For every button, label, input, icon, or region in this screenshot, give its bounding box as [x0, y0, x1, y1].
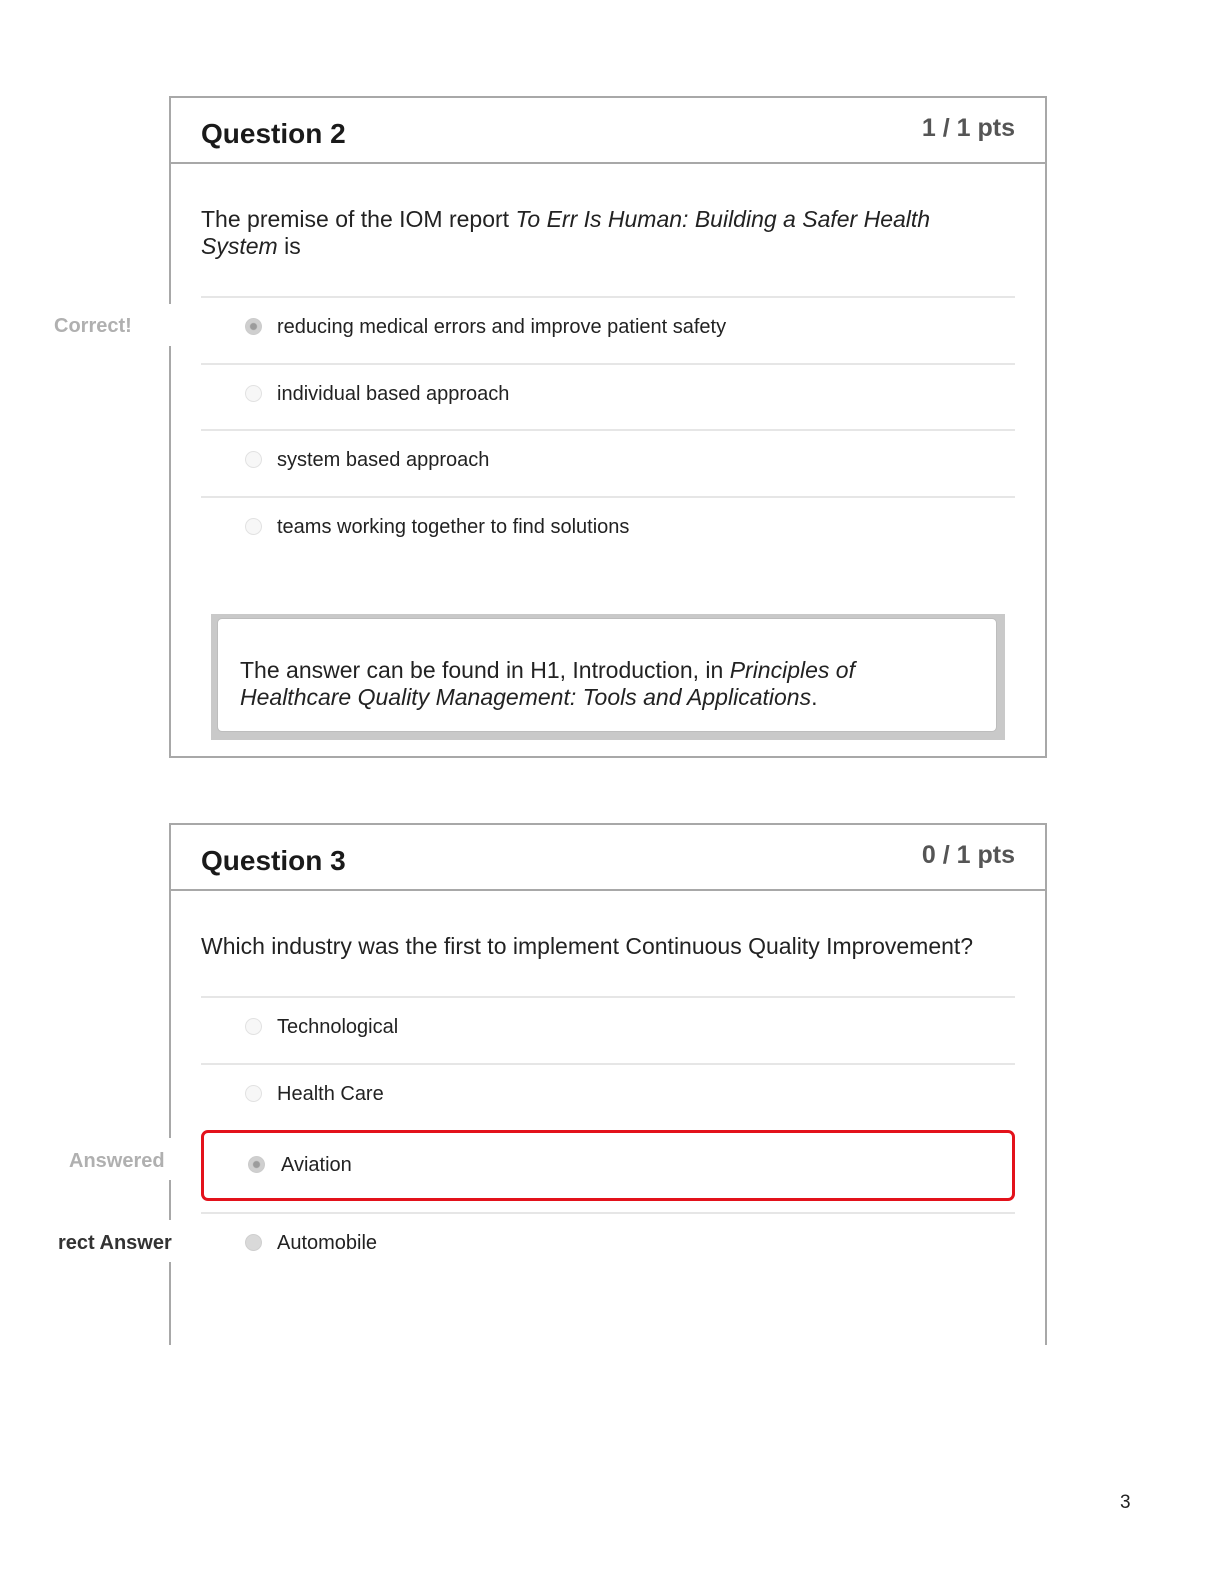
feedback-suffix: . — [811, 684, 818, 710]
question-text: Which industry was the first to implement Continuous Quality Improvement? — [201, 933, 974, 959]
answer-option[interactable] — [201, 496, 1015, 564]
radio-button[interactable] — [245, 1018, 262, 1035]
border-gap — [166, 304, 174, 346]
feedback-prefix: The answer can be found in H1, Introduction, in — [240, 657, 730, 683]
answer-label: system based approach — [277, 449, 490, 471]
answer-option[interactable] — [201, 363, 1015, 431]
question-text — [201, 206, 1001, 260]
question-text-suffix: is — [277, 233, 301, 259]
question-points: 0 / 1 pts — [921, 841, 1015, 869]
answer-label: reducing medical errors and improve patient safety — [277, 316, 727, 338]
selected-wrong-answer[interactable] — [201, 1130, 1015, 1201]
question-card — [169, 96, 1047, 758]
radio-button-correct[interactable] — [245, 1234, 262, 1251]
correct-label: Correct! — [54, 315, 132, 337]
answer-option[interactable] — [201, 296, 1015, 364]
answer-label: individual based approach — [277, 383, 510, 405]
border-gap — [166, 1138, 174, 1180]
answer-option[interactable] — [201, 429, 1015, 497]
feedback-box — [211, 614, 1005, 740]
feedback-content — [217, 618, 997, 732]
correct-answer-option[interactable] — [201, 1212, 1015, 1280]
correct-answer-label: rect Answer — [58, 1232, 172, 1254]
answer-option[interactable] — [201, 996, 1015, 1064]
question-header — [171, 825, 1045, 891]
answer-label: Automobile — [277, 1232, 378, 1254]
question-text-report-title: To Err Is Human: Building a Safer Health System — [201, 206, 931, 259]
radio-button[interactable] — [245, 451, 262, 468]
you-answered-label: Answered — [69, 1150, 165, 1172]
question-title: Question 3 — [201, 845, 346, 876]
radio-button[interactable] — [245, 385, 262, 402]
answer-label: teams working together to find solutions — [277, 516, 630, 538]
answer-label: Aviation — [281, 1154, 352, 1176]
feedback-text — [240, 657, 970, 711]
feedback-book-title: Principles of Healthcare Quality Management: Tools and Applications — [240, 657, 855, 710]
page-number: 3 — [1120, 1492, 1131, 1513]
answer-label: Health Care — [277, 1083, 384, 1105]
radio-button-selected[interactable] — [245, 318, 262, 335]
radio-button[interactable] — [245, 518, 262, 535]
question-title: Question 2 — [201, 118, 346, 149]
question-points: 1 / 1 pts — [921, 114, 1015, 142]
question-header — [171, 98, 1045, 164]
answer-label: Technological — [277, 1016, 399, 1038]
radio-button-selected[interactable] — [248, 1156, 265, 1173]
answer-option[interactable] — [201, 1063, 1015, 1131]
question-card — [169, 823, 1047, 1345]
radio-button[interactable] — [245, 1085, 262, 1102]
question-text-prefix: The premise of the IOM report — [201, 206, 516, 232]
